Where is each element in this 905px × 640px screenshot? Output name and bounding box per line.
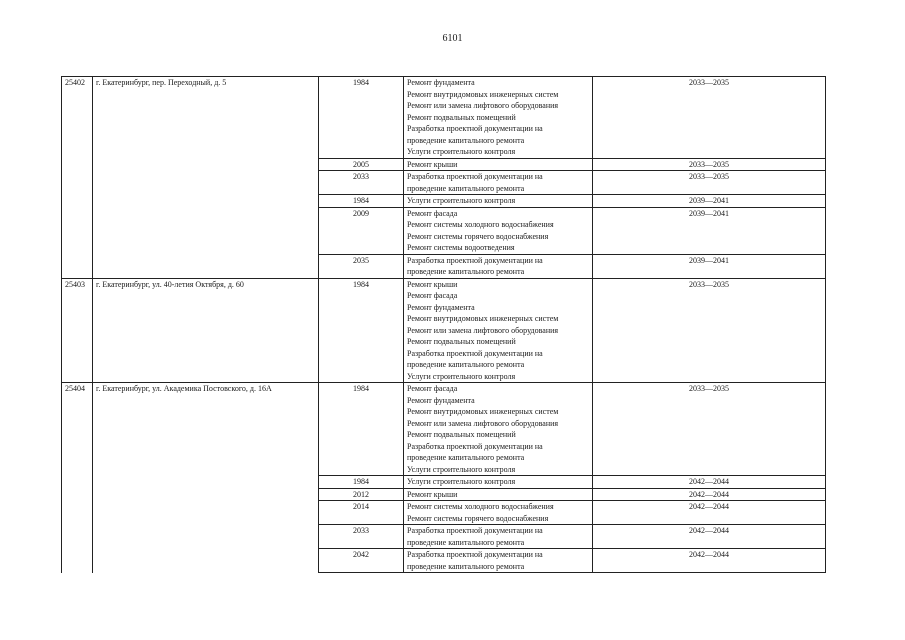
work-item: Ремонт внутридомовых инженерных систем [407,407,559,416]
work-item: проведение капитального ремонта [407,135,525,145]
entry-address: г. Екатеринбург, ул. 40-летия Октября, д. 60 [93,278,319,383]
planned-period: 2033—2035 [593,383,826,476]
planned-period: 2042—2044 [593,525,826,549]
work-item: проведение капитального ремонта [407,267,525,276]
work-item: Разработка проектной документации на [407,526,543,535]
work-types [404,549,593,573]
work-item: Ремонт подвальных помещений [407,112,516,122]
work-item: Ремонт подвальных помещений [407,337,516,346]
work-item: Разработка проектной документации на [407,550,543,559]
planned-period: 2033—2035 [593,278,826,383]
work-types [404,383,593,476]
work-item: Ремонт крыши [407,159,458,169]
work-item: Услуги строительного контроля [407,147,516,156]
work-item: Разработка проектной документации на [407,124,543,133]
commissioning-year: 1984 [319,383,404,476]
work-types [404,254,593,278]
work-item: Услуги строительного контроля [407,196,516,205]
work-item: Разработка проектной документации на [407,441,543,451]
commissioning-year: 2033 [319,171,404,195]
work-types [404,171,593,195]
work-item: Ремонт фасада [407,291,458,300]
work-item: Ремонт внутридомовых инженерных систем [407,314,559,323]
work-item: Ремонт фундамента [407,78,475,87]
planned-period: 2039—2041 [593,195,826,208]
work-types [404,207,593,254]
work-types [404,476,593,489]
work-item: Ремонт системы холодного водоснабжения [407,220,554,229]
work-item: Ремонт или замена лифтового оборудования [407,325,559,335]
work-item: Разработка проектной документации на [407,348,543,358]
work-types [404,158,593,171]
planned-period: 2033—2035 [593,171,826,195]
entry-id: 25404 [62,383,93,573]
work-item: Услуги строительного контроля [407,477,516,486]
work-item: Ремонт системы горячего водоснабжения [407,513,549,523]
entry-address: г. Екатеринбург, пер. Переходный, д. 5 [93,77,319,279]
work-item: Ремонт системы холодного водоснабжения [407,502,554,511]
commissioning-year: 1984 [319,77,404,159]
commissioning-year: 2035 [319,254,404,278]
work-item: Разработка проектной документации на [407,172,543,181]
planned-period: 2039—2041 [593,207,826,254]
commissioning-year: 2042 [319,549,404,573]
table-row [62,383,826,476]
work-item: проведение капитального ремонта [407,453,525,462]
planned-period: 2042—2044 [593,488,826,501]
page-number: 6101 [442,33,463,44]
work-item: Ремонт или замена лифтового оборудования [407,418,559,428]
planned-period: 2039—2041 [593,254,826,278]
entry-id: 25402 [62,77,93,279]
work-item: Ремонт фундамента [407,395,475,405]
work-item: Услуги строительного контроля [407,464,516,474]
work-types [404,488,593,501]
commissioning-year: 2009 [319,207,404,254]
work-item: Ремонт или замена лифтового оборудования [407,101,559,110]
work-item: Ремонт фундамента [407,302,475,312]
planned-period: 2033—2035 [593,77,826,159]
planned-period: 2033—2035 [593,158,826,171]
work-types [404,278,593,383]
table-row [62,77,826,159]
table-body [62,77,826,573]
work-item: проведение капитального ремонта [407,561,525,571]
commissioning-year: 2033 [319,525,404,549]
entry-address: г. Екатеринбург, ул. Академика Постовского, д. 16А [93,383,319,573]
work-item: проведение капитального ремонта [407,537,525,547]
capital-repair-table [61,76,826,573]
planned-period: 2042—2044 [593,476,826,489]
work-item: Ремонт фасада [407,208,458,218]
entry-id: 25403 [62,278,93,383]
work-item: Ремонт системы водоотведения [407,243,515,252]
work-types [404,77,593,159]
work-item: Разработка проектной документации на [407,255,543,265]
work-item: Ремонт системы горячего водоснабжения [407,231,549,241]
work-item: Ремонт крыши [407,279,458,289]
commissioning-year: 1984 [319,278,404,383]
planned-period: 2042—2044 [593,501,826,525]
commissioning-year: 2012 [319,488,404,501]
work-item: Ремонт подвальных помещений [407,430,516,439]
commissioning-year: 1984 [319,476,404,489]
table-row [62,278,826,383]
work-types [404,525,593,549]
planned-period: 2042—2044 [593,549,826,573]
work-item: проведение капитального ремонта [407,360,525,369]
work-item: Ремонт внутридомовых инженерных систем [407,89,559,99]
work-types [404,195,593,208]
commissioning-year: 2014 [319,501,404,525]
commissioning-year: 2005 [319,158,404,171]
work-types [404,501,593,525]
commissioning-year: 1984 [319,195,404,208]
work-item: проведение капитального ремонта [407,183,525,193]
work-item: Ремонт крыши [407,489,458,499]
work-item: Ремонт фасада [407,384,458,393]
work-item: Услуги строительного контроля [407,371,516,381]
